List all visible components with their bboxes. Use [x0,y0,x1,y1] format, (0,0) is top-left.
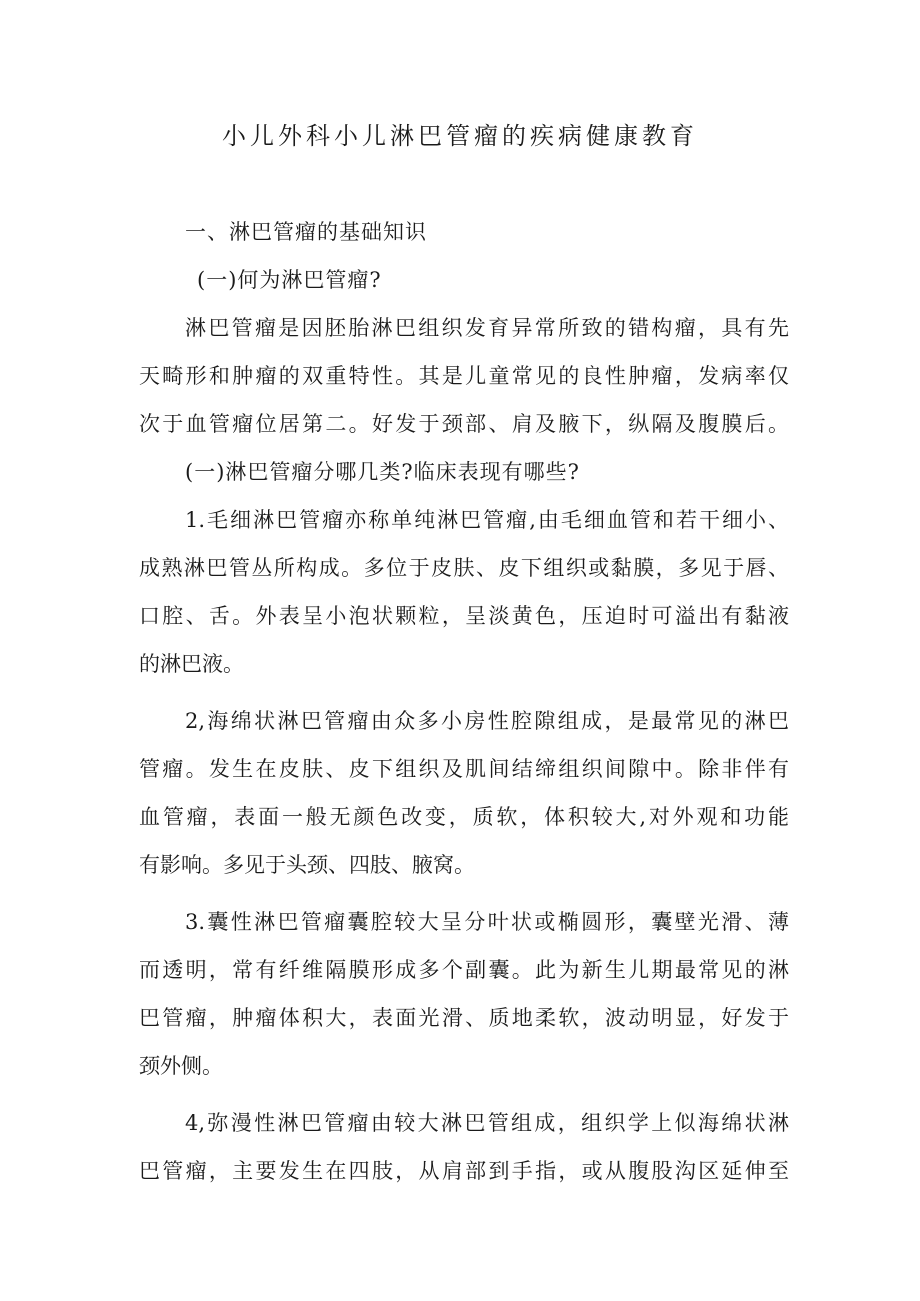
paragraph-line: 血管瘤，表面一般无颜色改变，质软，体积较大,对外观和功能 [139,805,789,829]
paragraph-line: 淋巴管瘤是因胚胎淋巴组织发育异常所致的错构瘤，具有先 [185,316,789,340]
paragraph-line: 巴管瘤，主要发生在四肢，从肩部到手指，或从腹股沟区延伸至 [139,1159,789,1183]
document-body [139,208,789,1195]
paragraph-line: 管瘤。发生在皮肤、皮下组织及肌间结缔组织间隙中。除非伴有 [139,757,789,781]
document-title: 小儿外科小儿淋巴管瘤的疾病健康教育 [222,122,698,150]
paragraph-gap [139,1090,789,1099]
paragraph-line: 而透明，常有纤维隔膜形成多个副囊。此为新生儿期最常见的淋 [139,958,789,982]
paragraph-line: 2,海绵状淋巴管瘤由众多小房性腔隙组成，是最常见的淋巴 [185,709,789,733]
paragraph-line: 的淋巴液。 [139,652,244,676]
paragraph-line: 天畸形和肿瘤的双重特性。其是儿童常见的良性肿瘤，发病率仅 [139,364,789,388]
question-heading: (一)淋巴管瘤分哪几类?临床表现有哪些? [185,460,580,484]
paragraph-item-3 [139,898,789,1090]
paragraph-line: 1.毛细淋巴管瘤亦称单纯淋巴管瘤,由毛细血管和若干细小、 [185,508,789,532]
paragraph-line: 4,弥漫性淋巴管瘤由较大淋巴管组成，组织学上似海绵状淋 [185,1111,789,1135]
paragraph-item-2 [139,697,789,889]
section-heading: 一、淋巴管瘤的基础知识 [185,220,427,244]
paragraph-gap [139,889,789,898]
paragraph-line: 3.囊性淋巴管瘤囊腔较大呈分叶状或椭圆形，囊壁光滑、薄 [185,910,789,934]
paragraph-line: 巴管瘤，肿瘤体积大，表面光滑、质地柔软，波动明显，好发于 [139,1006,789,1030]
paragraph-item-4 [139,1099,789,1195]
paragraph-item-1 [139,496,789,688]
paragraph-line: 成熟淋巴管丛所构成。多位于皮肤、皮下组织或黏膜，多见于唇、 [139,556,789,580]
question-heading: (一)何为淋巴管瘤? [197,268,382,292]
paragraph-line: 次于血管瘤位居第二。好发于颈部、肩及腋下，纵隔及腹膜后。 [139,412,789,436]
paragraph-definition [139,304,789,448]
paragraph-gap [139,688,789,697]
paragraph-line: 有影响。多见于头颈、四肢、腋窝。 [139,853,475,877]
paragraph-line: 颈外侧。 [139,1054,223,1078]
paragraph-line: 口腔、舌。外表呈小泡状颗粒，呈淡黄色，压迫时可溢出有黏液 [139,604,789,628]
